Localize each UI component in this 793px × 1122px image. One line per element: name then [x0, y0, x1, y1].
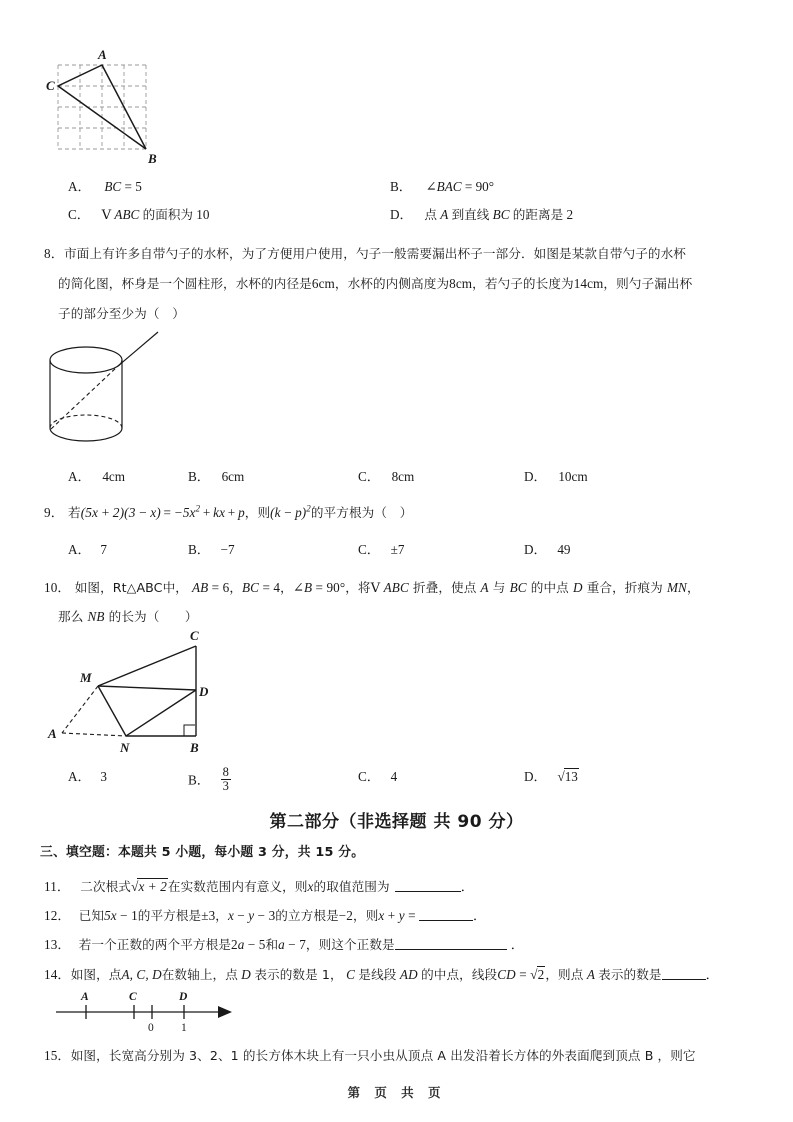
q12-tail: ． — [473, 908, 487, 923]
q10-vertex-label-a: A — [48, 726, 57, 741]
q12-expr-d: −2 — [338, 908, 353, 923]
q13-stem: 13． 若一个正数的两个平方根是2a − 5和a − 7，则这个正数是 ． — [44, 937, 525, 952]
q14-tick-label-0: 0 — [148, 1022, 154, 1034]
q11-radicand: x + 2 — [138, 879, 167, 894]
q11-tail: ． — [460, 879, 474, 894]
q10-line1-a: 如图，Rt△ABC中， — [74, 580, 188, 595]
q8-option-b-text: 6cm — [221, 469, 245, 484]
q9-option-d-text: 49 — [557, 542, 571, 557]
q13-text-b: 和 — [265, 937, 279, 952]
q14-text-g: 表示的数是 — [598, 967, 662, 982]
q14-tick-label-1: 1 — [181, 1022, 187, 1034]
q9-option-b[interactable] — [188, 539, 235, 558]
q8-option-d-label: D． — [524, 469, 547, 484]
q14-text-c: 表示的数是 1， — [254, 967, 343, 982]
q8-line-1 — [44, 241, 686, 267]
q8-option-a[interactable] — [68, 466, 125, 485]
q14-text-a: 如图，点 — [70, 967, 122, 982]
q8-line2-a: 的简化图，杯身是一个圆柱形，水杯的内径是 — [58, 276, 312, 291]
q10-option-c-label: C． — [358, 769, 380, 784]
q9-option-a-label: A． — [68, 542, 91, 557]
q12-text-d: 的立方根是 — [275, 908, 339, 923]
q8-option-a-label: A． — [68, 469, 91, 484]
q13-text-a: 若一个正数的两个平方根是 — [78, 937, 232, 952]
q9-option-c-label: C． — [358, 542, 380, 557]
q8-line1-text: 市面上有许多自带勺子的水杯，为了方便用户使用，勺子一般需要漏出杯子一部分．如图是某款自带勺子的水杯 — [63, 246, 686, 261]
q12-stem: 12． 已知5x − 1的平方根是±3，x − y − 3的立方根是−2，则x + y = ． — [44, 908, 487, 923]
q10-line-2: 那么 NB 的长为（ ） — [58, 609, 198, 624]
q9-option-d[interactable] — [524, 539, 571, 558]
q9-suffix: 的平方根为（ ） — [310, 505, 413, 520]
q15-text: 如图，长宽高分别为 3、2、1 的长方体木块上有一只小虫从顶点 A 出发沿着长方体的外表面爬到顶点 B ，则它 — [70, 1048, 696, 1063]
q8-option-c-label: C． — [358, 469, 380, 484]
q14-stem: 14．如图，点A, C, D在数轴上，点 D 表示的数是 1， C 是线段 AD 的中点，线段CD = √2，则点 A 表示的数是 ． — [44, 967, 719, 982]
q7-option-b[interactable]: B． ∠BAC = 90° — [390, 179, 495, 194]
q14-radical: √2 — [530, 967, 545, 982]
q10-options — [0, 766, 793, 800]
q7-option-d-label: D． — [390, 207, 413, 222]
q9-number: 9． — [44, 505, 64, 520]
q10-line-1: 10． 如图，Rt△ABC中， AB = 6，BC = 4，∠B = 90°，将Ⅴ ABC 折叠，使点 A 与 BC 的中点 D 重合，折痕为 MN， — [44, 580, 700, 595]
q10-option-c[interactable] — [358, 766, 397, 785]
q10-vertex-label-d: D — [199, 684, 209, 699]
q8-option-c[interactable] — [358, 466, 414, 485]
q7-option-b-label: B． — [390, 179, 412, 194]
q11-text-b: 在实数范围内有意义，则 — [167, 879, 308, 894]
q14-text-e: 的中点，线段 — [421, 967, 498, 982]
q8-option-b-label: B． — [188, 469, 210, 484]
q14-text-d: 是线段 — [358, 967, 397, 982]
q8-line2-e: ，若勺子的长度为 — [472, 276, 574, 291]
q11-text-a: 二次根式 — [80, 879, 131, 894]
q8-inner-diameter: 6cm — [311, 276, 335, 291]
q8-option-a-text: 4cm — [102, 469, 126, 484]
q10-option-d-radical: √13 — [557, 769, 578, 784]
q13-answer-blank[interactable] — [395, 937, 507, 951]
q10-number: 10． — [44, 580, 71, 595]
q11-stem — [44, 874, 474, 900]
q9-option-c[interactable] — [358, 539, 404, 558]
q8-line2-g: ，则勺子漏出杯 — [603, 276, 693, 291]
q10-option-b-fraction — [221, 766, 231, 793]
q7-vertex-label-b: B — [148, 151, 157, 166]
q7-grid-triangle-figure — [46, 44, 212, 170]
q14-text-f: ，则点 — [545, 967, 584, 982]
q10-option-b[interactable] — [188, 766, 231, 793]
q8-option-d-text: 10cm — [558, 469, 588, 484]
q14-answer-blank[interactable] — [662, 967, 706, 981]
q9-options — [0, 539, 793, 565]
q8-options — [0, 466, 793, 492]
q13-number: 13． — [44, 937, 71, 952]
q8-option-c-text: 8cm — [391, 469, 415, 484]
q7-option-d[interactable]: D． 点 A 到直线 BC 的距离是 2 — [390, 207, 574, 222]
q14-number-line-figure — [56, 986, 316, 1036]
q8-cylinder-figure — [42, 336, 202, 460]
q14-text-b: 在数轴上，点 — [161, 967, 238, 982]
q11-text-c: 的取值范围为 — [313, 879, 390, 894]
q14-point-label-d: D — [179, 991, 188, 1003]
q8-inner-height: 8cm — [449, 276, 473, 291]
q11-variable: x — [307, 879, 314, 894]
q8-line3-text: 子的部分至少为（ ） — [58, 306, 185, 321]
q10-option-a-label: A． — [68, 769, 91, 784]
q10-option-a-text: 3 — [100, 769, 107, 784]
q10-vertex-label-n: N — [120, 740, 130, 755]
q14-point-label-c: C — [129, 991, 137, 1003]
q12-text-a: 已知 — [78, 908, 105, 923]
q8-line-2 — [58, 271, 692, 297]
q14-point-label-a: A — [81, 991, 89, 1003]
q8-line-3 — [58, 301, 185, 327]
q8-number: 8． — [44, 246, 64, 261]
q12-answer-blank[interactable] — [419, 908, 473, 922]
q9-stem: 9． 若$(5x + 2)(3 - x) = -5x^2$ + kx + p，则$(k - p)^2$的平方根为（ ） — [44, 503, 413, 520]
q10-folded-triangle-figure — [48, 628, 290, 758]
q12-text-b: 的平方根是 — [137, 908, 202, 923]
part2-section-head: 三、填空题：本题共 5 小题，每小题 3 分，共 15 分。 — [40, 845, 365, 860]
q9-option-d-label: D． — [524, 542, 547, 557]
q13-text-c: ，则这个正数是 — [305, 937, 395, 952]
q7-option-a[interactable]: A． BC = 5 — [68, 179, 142, 194]
q7-vertex-label-c: C — [46, 78, 55, 93]
q15-stem — [44, 1043, 696, 1069]
q14-number: 14． — [44, 967, 71, 982]
q10-option-d-label: D． — [524, 769, 547, 784]
q11-number: 11． — [44, 879, 71, 894]
q11-radical: √x + 2 — [130, 879, 167, 894]
part2-title: 第二部分（非选择题 共 90 分） — [269, 812, 524, 832]
q13-tail: ． — [510, 937, 525, 952]
q10-option-c-text: 4 — [390, 769, 398, 784]
q10-option-d-radicand: 13 — [564, 769, 578, 784]
q10-option-d[interactable] — [524, 766, 579, 785]
q7-option-c-label: C． — [68, 207, 90, 222]
q12-expr-b: ±3 — [201, 908, 216, 923]
q12-number: 12． — [44, 908, 71, 923]
q15-number: 15． — [44, 1048, 71, 1063]
q9-option-a-text: 7 — [100, 542, 107, 557]
q9-option-b-label: B． — [188, 542, 210, 557]
q10-vertex-label-c: C — [190, 628, 199, 643]
q10-option-a[interactable] — [68, 766, 107, 785]
q7-options — [0, 176, 793, 232]
q8-spoon-length: 14cm — [573, 276, 604, 291]
q7-vertex-label-a: A — [98, 47, 107, 62]
q9-mid: ，则 — [244, 505, 271, 520]
q10-option-b-numerator: 8 — [222, 765, 229, 779]
q14-points: A, C, D — [121, 967, 162, 982]
q9-option-c-text: ±7 — [390, 542, 405, 557]
q10-option-b-label: B． — [188, 772, 210, 788]
q8-option-d[interactable] — [524, 466, 588, 485]
q9-option-b-text: −7 — [220, 542, 235, 557]
q7-option-c[interactable]: C． Ⅴ ABC 的面积为 10 — [68, 207, 210, 222]
q8-line2-c: ，水杯的内侧高度为 — [334, 276, 450, 291]
q8-option-b[interactable] — [188, 466, 244, 485]
q14-tail: ． — [705, 967, 719, 982]
q14-radicand: 2 — [537, 967, 545, 982]
q10-vertex-label-b: B — [190, 740, 199, 755]
q7-option-a-label: A． — [68, 179, 91, 194]
q12-text-e: ，则 — [353, 908, 379, 923]
q10-option-b-denominator: 3 — [222, 779, 229, 794]
q10-vertex-label-m: M — [80, 670, 92, 685]
q9-prefix: 若 — [67, 505, 81, 520]
page-footer: 第 页 共 页 — [347, 1085, 446, 1100]
q9-option-a[interactable] — [68, 539, 107, 558]
q11-answer-blank[interactable] — [395, 879, 461, 893]
